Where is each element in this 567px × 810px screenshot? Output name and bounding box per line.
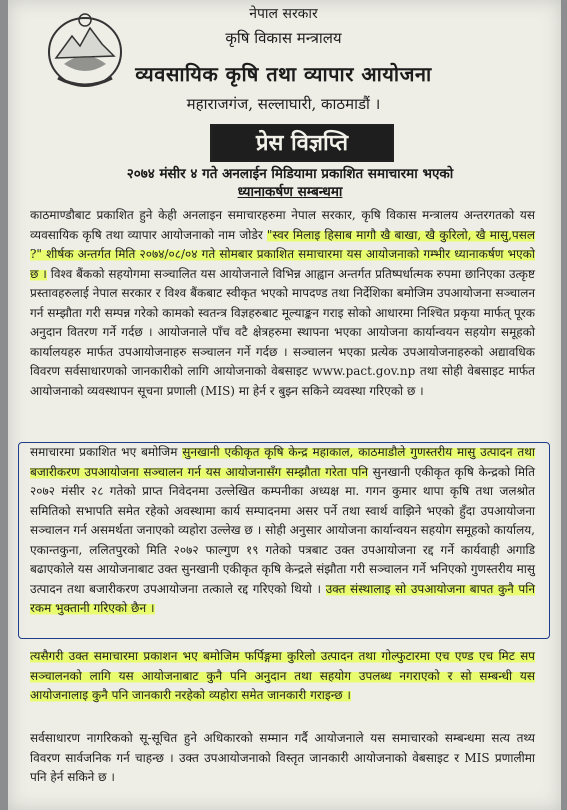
paragraph-4: [30, 729, 535, 788]
paragraph-2: [30, 443, 535, 619]
paragraph-2-intro: समाचारमा प्रकाशित भए बमोजिम: [30, 445, 183, 459]
paragraph-1-intro: काठमाण्डौबाट प्रकाशित हुने केही अनलाइन समाचारहरुमा नेपाल सरकार, कृषि विकास मन्त्रालय अन्तरगतको यस व्यवसायिक कृषि तथा व्यापार आयोजनाको नाम जोडेर: [30, 208, 535, 242]
paragraph-1-body: विश्व बैंकको सहयोगमा सञ्चालित यस आयोजनाले विभिन्न आह्वान अन्तर्गत प्रतिष्पर्धात्मक रुपमा छानिएका उत्कृष्ट प्रस्तावहरुलाई नेपाल सरकार र विश्व बैंकबाट स्वीकृत भएको मापदण्ड तथा निर्देशिका बमोजिम उपआयोजना सञ्चालन गर्न सम्झौता गरी सम्पन्न गरेको कामको स्वतन्त्र विज्ञहरुबाट मूल्याङ्कन गराइ सोको आधारमा निश्चित प्रकृया मार्फत् पूरक अनुदान वितरण गर्ने गर्दछ । आयोजनाले पाँच वटै क्षेत्रहरुमा स्थापना भएका आयोजना कार्यान्वयन सहयोग समूहको कार्यालयहरु मार्फत उपआयोजनाहरु सञ्चालन गर्ने गर्दछ । सञ्चालन भएका प्रत्येक उपआयोजनाहरुको अद्यावधिक विवरण सर्वसाधारणको जानकारीको लागि आयोजनाको वेबसाइट www.pact.gov.np तथा सोही वेबसाइट मार्फत आयोजनाको व्यवस्थापन सूचना प्रणाली (MIS) मा हेर्न र बुझ्न सकिने व्यवस्था गरिएको छ ।: [30, 266, 535, 398]
project-name: व्यवसायिक कृषि तथा व्यापार आयोजना: [135, 62, 432, 86]
government-name: नेपाल सरकार: [249, 6, 318, 22]
subject-line-2: ध्यानाकर्षण सम्बन्धमा: [237, 184, 343, 200]
press-release-title: प्रेस विज्ञप्ति: [210, 124, 394, 162]
paragraph-2-highlight-1: सुनखानी एकीकृत कृषि केन्द्र महाकाल, काठमाडौले गुणस्तरीय मासु उत्पादन तथा बजारीकरण उपआयोजना सञ्चालन गर्न यस आयोजनासँग सम्झौता गरेता पनि: [30, 445, 535, 479]
paragraph-1-highlight: "स्वर मिलाइ हिसाब मागौ खै बाखा, खै कुरिलो, खै मासु,पसल ?" शीर्षक अन्तर्गत मिति २०७४/०८/०४ गते सोमबार प्रकाशित समाचारमा यस आयोजनाको गम्भीर ध्यानाकर्षण भएको छ ।: [30, 227, 536, 281]
ministry-name: कृषि विकास मन्त्रालय: [225, 29, 342, 47]
paragraph-3-highlight: त्यसैगरी उक्त समाचारमा प्रकाशन भए बमोजिम फर्पिङ्गमा कुरिलो उत्पादन तथा गोल्फुटारमा एच एण्ड एच मिट सप सञ्चालनको लागि यस आयोजनाबाट कुनै पनि अनुदान तथा सहयोग उपलब्ध नगराएको र सो सम्बन्धी यस आयोजनालाइ कुनै पनि जानकारी नरहेको व्यहोरा समेत जानकारी गराइन्छ ।: [30, 649, 535, 702]
office-address: महाराजगंज, सल्लाघारी, काठमाडौं ।: [186, 95, 381, 113]
subject-line-1: २०७४ मंसीर ४ गते अनलाईन मिडियामा प्रकाशित समाचारमा भएको: [126, 166, 454, 182]
paragraph-3: [30, 647, 535, 706]
paragraph-4-text: सर्वसाधारण नागरिकको सू-सूचित हुने अधिकारको सम्मान गर्दै आयोजनाले यस समाचारको सम्बन्धमा सत्य तथ्य विवरण सार्वजनिक गर्न चाहन्छ । उक्त उपआयोजनाको विस्तृत जानकारी आयोजनाको वेबसाइट र MIS प्रणालीमा पनि हेर्न सकिने छ ।: [30, 731, 535, 784]
paragraph-2-highlight-2: उक्त संस्थालाइ सो उपआयोजना बापत कुनै पनि रकम भुक्तानी गरिएको छैन ।: [30, 581, 535, 615]
paragraph-1: [30, 206, 535, 401]
paragraph-2-body: सुनखानी एकीकृत कृषि केन्द्रको मिति २०७२ मंसीर २८ गतेको प्राप्त निवेदनमा उल्लेखित कम्पनीका अध्यक्ष मा. गगन कुमार थापा कृषि तथा जलश्रोत समितिको सभापति समेत रहेको अवस्थामा कार्य सम्पादनमा असर पर्ने तथा स्वार्थ वाझिने भएको हुँदा उपआयोजना सञ्चालन गर्न असमर्थता जनाएको व्यहोरा उल्लेख छ । सोही अनुसार आयोजना कार्यान्वयन सहयोग समूहको कार्यालय, एकान्तकुना, ललितपुरको मिति २०७२ फाल्गुण १९ गतेको पत्रबाट उक्त उपआयोजना रद्द गर्ने कार्यवाही अगाडि बढाएकोले यस आयोजनाबाट उक्त सुनखानी एकीकृत कृषि केन्द्रले संझौता गरी सञ्चालन गर्ने भनिएको गुणस्तरीय मासु उत्पादन तथा बजारीकरण उपआयोजना तत्काले रद्द गरिएको थियो ।: [30, 464, 535, 596]
